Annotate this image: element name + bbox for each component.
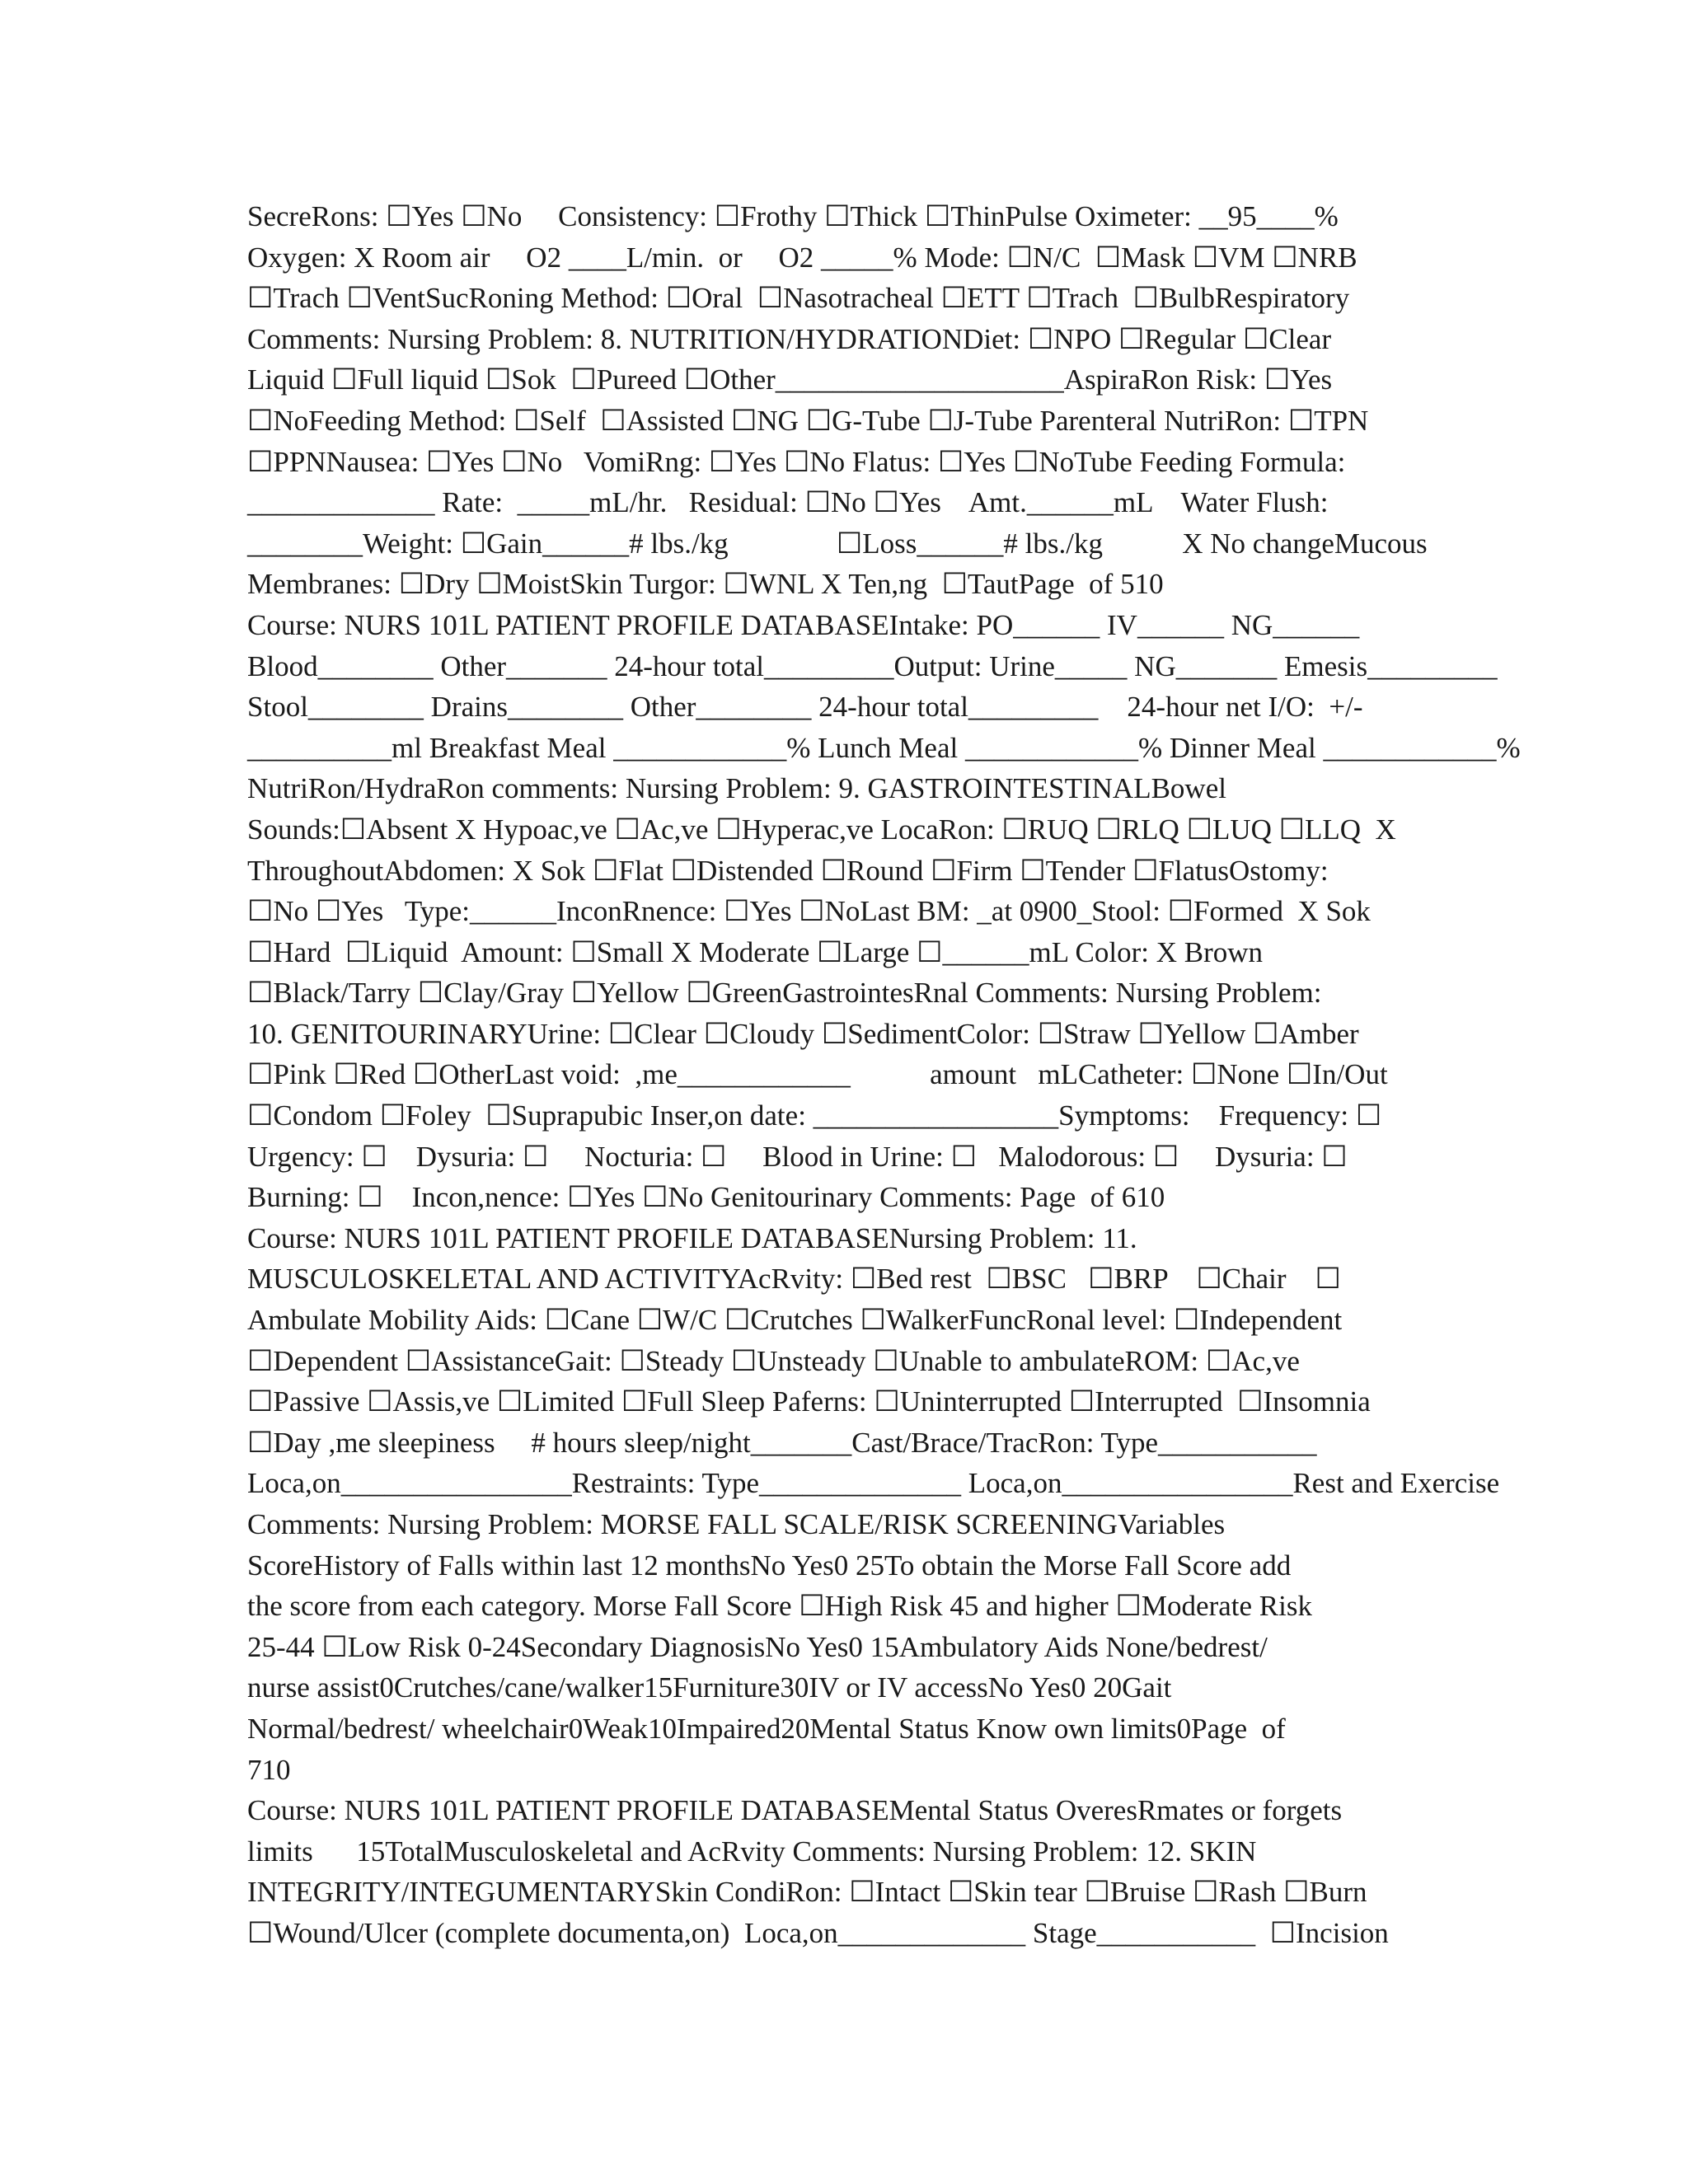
- text-line: Liquid ☐Full liquid ☐Sok ☐Pureed ☐Other____________________AspiraRon Risk: ☐Yes: [247, 363, 1333, 396]
- text-line: Oxygen: X Room air O2 ____L/min. or O2 _____% Mode: ☐N/C ☐Mask ☐VM ☐NRB: [247, 241, 1357, 274]
- text-line: 710: [247, 1753, 291, 1786]
- text-line: Sounds:☐Absent X Hypoac,ve ☐Ac,ve ☐Hyperac,ve LocaRon: ☐RUQ ☐RLQ ☐LUQ ☐LLQ X: [247, 813, 1396, 846]
- text-line: _____________ Rate: _____mL/hr. Residual: ☐No ☐Yes Amt.______mL Water Flush:: [247, 486, 1329, 519]
- text-line: 25-44 ☐Low Risk 0-24Secondary DiagnosisNo Yes0 15Ambulatory Aids None/bedrest/: [247, 1630, 1268, 1663]
- text-line: Course: NURS 101L PATIENT PROFILE DATABASEIntake: PO______ IV______ NG______: [247, 608, 1360, 641]
- text-line: the score from each category. Morse Fall Score ☐High Risk 45 and higher ☐Moderate Risk: [247, 1590, 1312, 1623]
- text-line: ☐NoFeeding Method: ☐Self ☐Assisted ☐NG ☐G-Tube ☐J-Tube Parenteral NutriRon: ☐TPN: [247, 404, 1369, 437]
- text-line: Normal/bedrest/ wheelchair0Weak10Impaired20Mental Status Know own limits0Page of: [247, 1712, 1286, 1745]
- text-line: SecreRons: ☐Yes ☐No Consistency: ☐Frothy ☐Thick ☐ThinPulse Oximeter: __95____%: [247, 200, 1339, 232]
- text-line: ☐Day ,me sleepiness # hours sleep/night_______Cast/Brace/TracRon: Type___________: [247, 1426, 1317, 1459]
- text-line: NutriRon/HydraRon comments: Nursing Problem: 9. GASTROINTESTINALBowel: [247, 772, 1226, 805]
- text-line: Urgency: ☐ Dysuria: ☐ Nocturia: ☐ Blood in Urine: ☐ Malodorous: ☐ Dysuria: ☐: [247, 1140, 1348, 1173]
- text-line: limits 15TotalMusculoskeletal and AcRvity Comments: Nursing Problem: 12. SKIN: [247, 1835, 1257, 1868]
- document-text-body: [247, 196, 1521, 1954]
- text-line: MUSCULOSKELETAL AND ACTIVITYAcRvity: ☐Bed rest ☐BSC ☐BRP ☐Chair ☐: [247, 1263, 1341, 1296]
- text-line: ________Weight: ☐Gain______# lbs./kg ☐Loss______# lbs./kg X No changeMucous: [247, 527, 1428, 560]
- text-line: ☐Wound/Ulcer (complete documenta,on) Loca,on_____________ Stage___________ ☐Incision: [247, 1916, 1389, 1949]
- text-line: nurse assist0Crutches/cane/walker15Furniture30IV or IV accessNo Yes0 20Gait: [247, 1671, 1172, 1704]
- text-line: Stool________ Drains________ Other________ 24-hour total_________ 24-hour net I/O: +/-: [247, 691, 1363, 724]
- text-line: INTEGRITY/INTEGUMENTARYSkin CondiRon: ☐Intact ☐Skin tear ☐Bruise ☐Rash ☐Burn: [247, 1876, 1367, 1909]
- text-line: ☐Pink ☐Red ☐OtherLast void: ,me____________ amount mLCatheter: ☐None ☐In/Out: [247, 1058, 1388, 1091]
- text-line: ☐Hard ☐Liquid Amount: ☐Small X Moderate ☐Large ☐______mL Color: X Brown: [247, 935, 1264, 968]
- text-line: __________ml Breakfast Meal ____________% Lunch Meal ____________% Dinner Meal ____________%: [247, 731, 1521, 764]
- text-line: ☐Passive ☐Assis,ve ☐Limited ☐Full Sleep Paferns: ☐Uninterrupted ☐Interrupted ☐Insomnia: [247, 1385, 1371, 1418]
- text-line: 10. GENITOURINARYUrine: ☐Clear ☐Cloudy ☐SedimentColor: ☐Straw ☐Yellow ☐Amber: [247, 1017, 1359, 1050]
- text-line: Course: NURS 101L PATIENT PROFILE DATABASEMental Status OveresRmates or forgets: [247, 1794, 1343, 1827]
- text-line: ☐Condom ☐Foley ☐Suprapubic Inser,on date: _________________Symptoms: Frequency: ☐: [247, 1099, 1382, 1132]
- text-line: ☐Dependent ☐AssistanceGait: ☐Steady ☐Unsteady ☐Unable to ambulateROM: ☐Ac,ve: [247, 1344, 1300, 1377]
- text-line: ☐No ☐Yes Type:______InconRnence: ☐Yes ☐NoLast BM: _at 0900_Stool: ☐Formed X Sok: [247, 895, 1371, 928]
- text-line: ThroughoutAbdomen: X Sok ☐Flat ☐Distended ☐Round ☐Firm ☐Tender ☐FlatusOstomy:: [247, 854, 1329, 887]
- text-line: Ambulate Mobility Aids: ☐Cane ☐W/C ☐Crutches ☐WalkerFuncRonal level: ☐Independent: [247, 1304, 1343, 1337]
- text-line: ☐Trach ☐VentSucRoning Method: ☐Oral ☐Nasotracheal ☐ETT ☐Trach ☐BulbRespiratory: [247, 282, 1350, 315]
- text-line: ☐Black/Tarry ☐Clay/Gray ☐Yellow ☐GreenGastrointesRnal Comments: Nursing Problem:: [247, 977, 1322, 1010]
- text-line: ☐PPNNausea: ☐Yes ☐No VomiRng: ☐Yes ☐No Flatus: ☐Yes ☐NoTube Feeding Formula:: [247, 445, 1346, 478]
- text-line: Membranes: ☐Dry ☐MoistSkin Turgor: ☐WNL X Ten,ng ☐TautPage of 510: [247, 568, 1164, 601]
- text-line: Blood________ Other_______ 24-hour total_________Output: Urine_____ NG_______ Emesis_________: [247, 649, 1498, 682]
- text-line: Loca,on________________Restraints: Type______________ Loca,on________________Rest and Exercise: [247, 1467, 1500, 1500]
- text-line: Burning: ☐ Incon,nence: ☐Yes ☐No Genitourinary Comments: Page of 610: [247, 1181, 1165, 1214]
- text-line: Comments: Nursing Problem: MORSE FALL SCALE/RISK SCREENINGVariables: [247, 1508, 1226, 1540]
- text-line: ScoreHistory of Falls within last 12 monthsNo Yes0 25To obtain the Morse Fall Score add: [247, 1549, 1292, 1582]
- text-line: Comments: Nursing Problem: 8. NUTRITION/HYDRATIONDiet: ☐NPO ☐Regular ☐Clear: [247, 322, 1332, 355]
- text-line: Course: NURS 101L PATIENT PROFILE DATABASENursing Problem: 11.: [247, 1221, 1137, 1254]
